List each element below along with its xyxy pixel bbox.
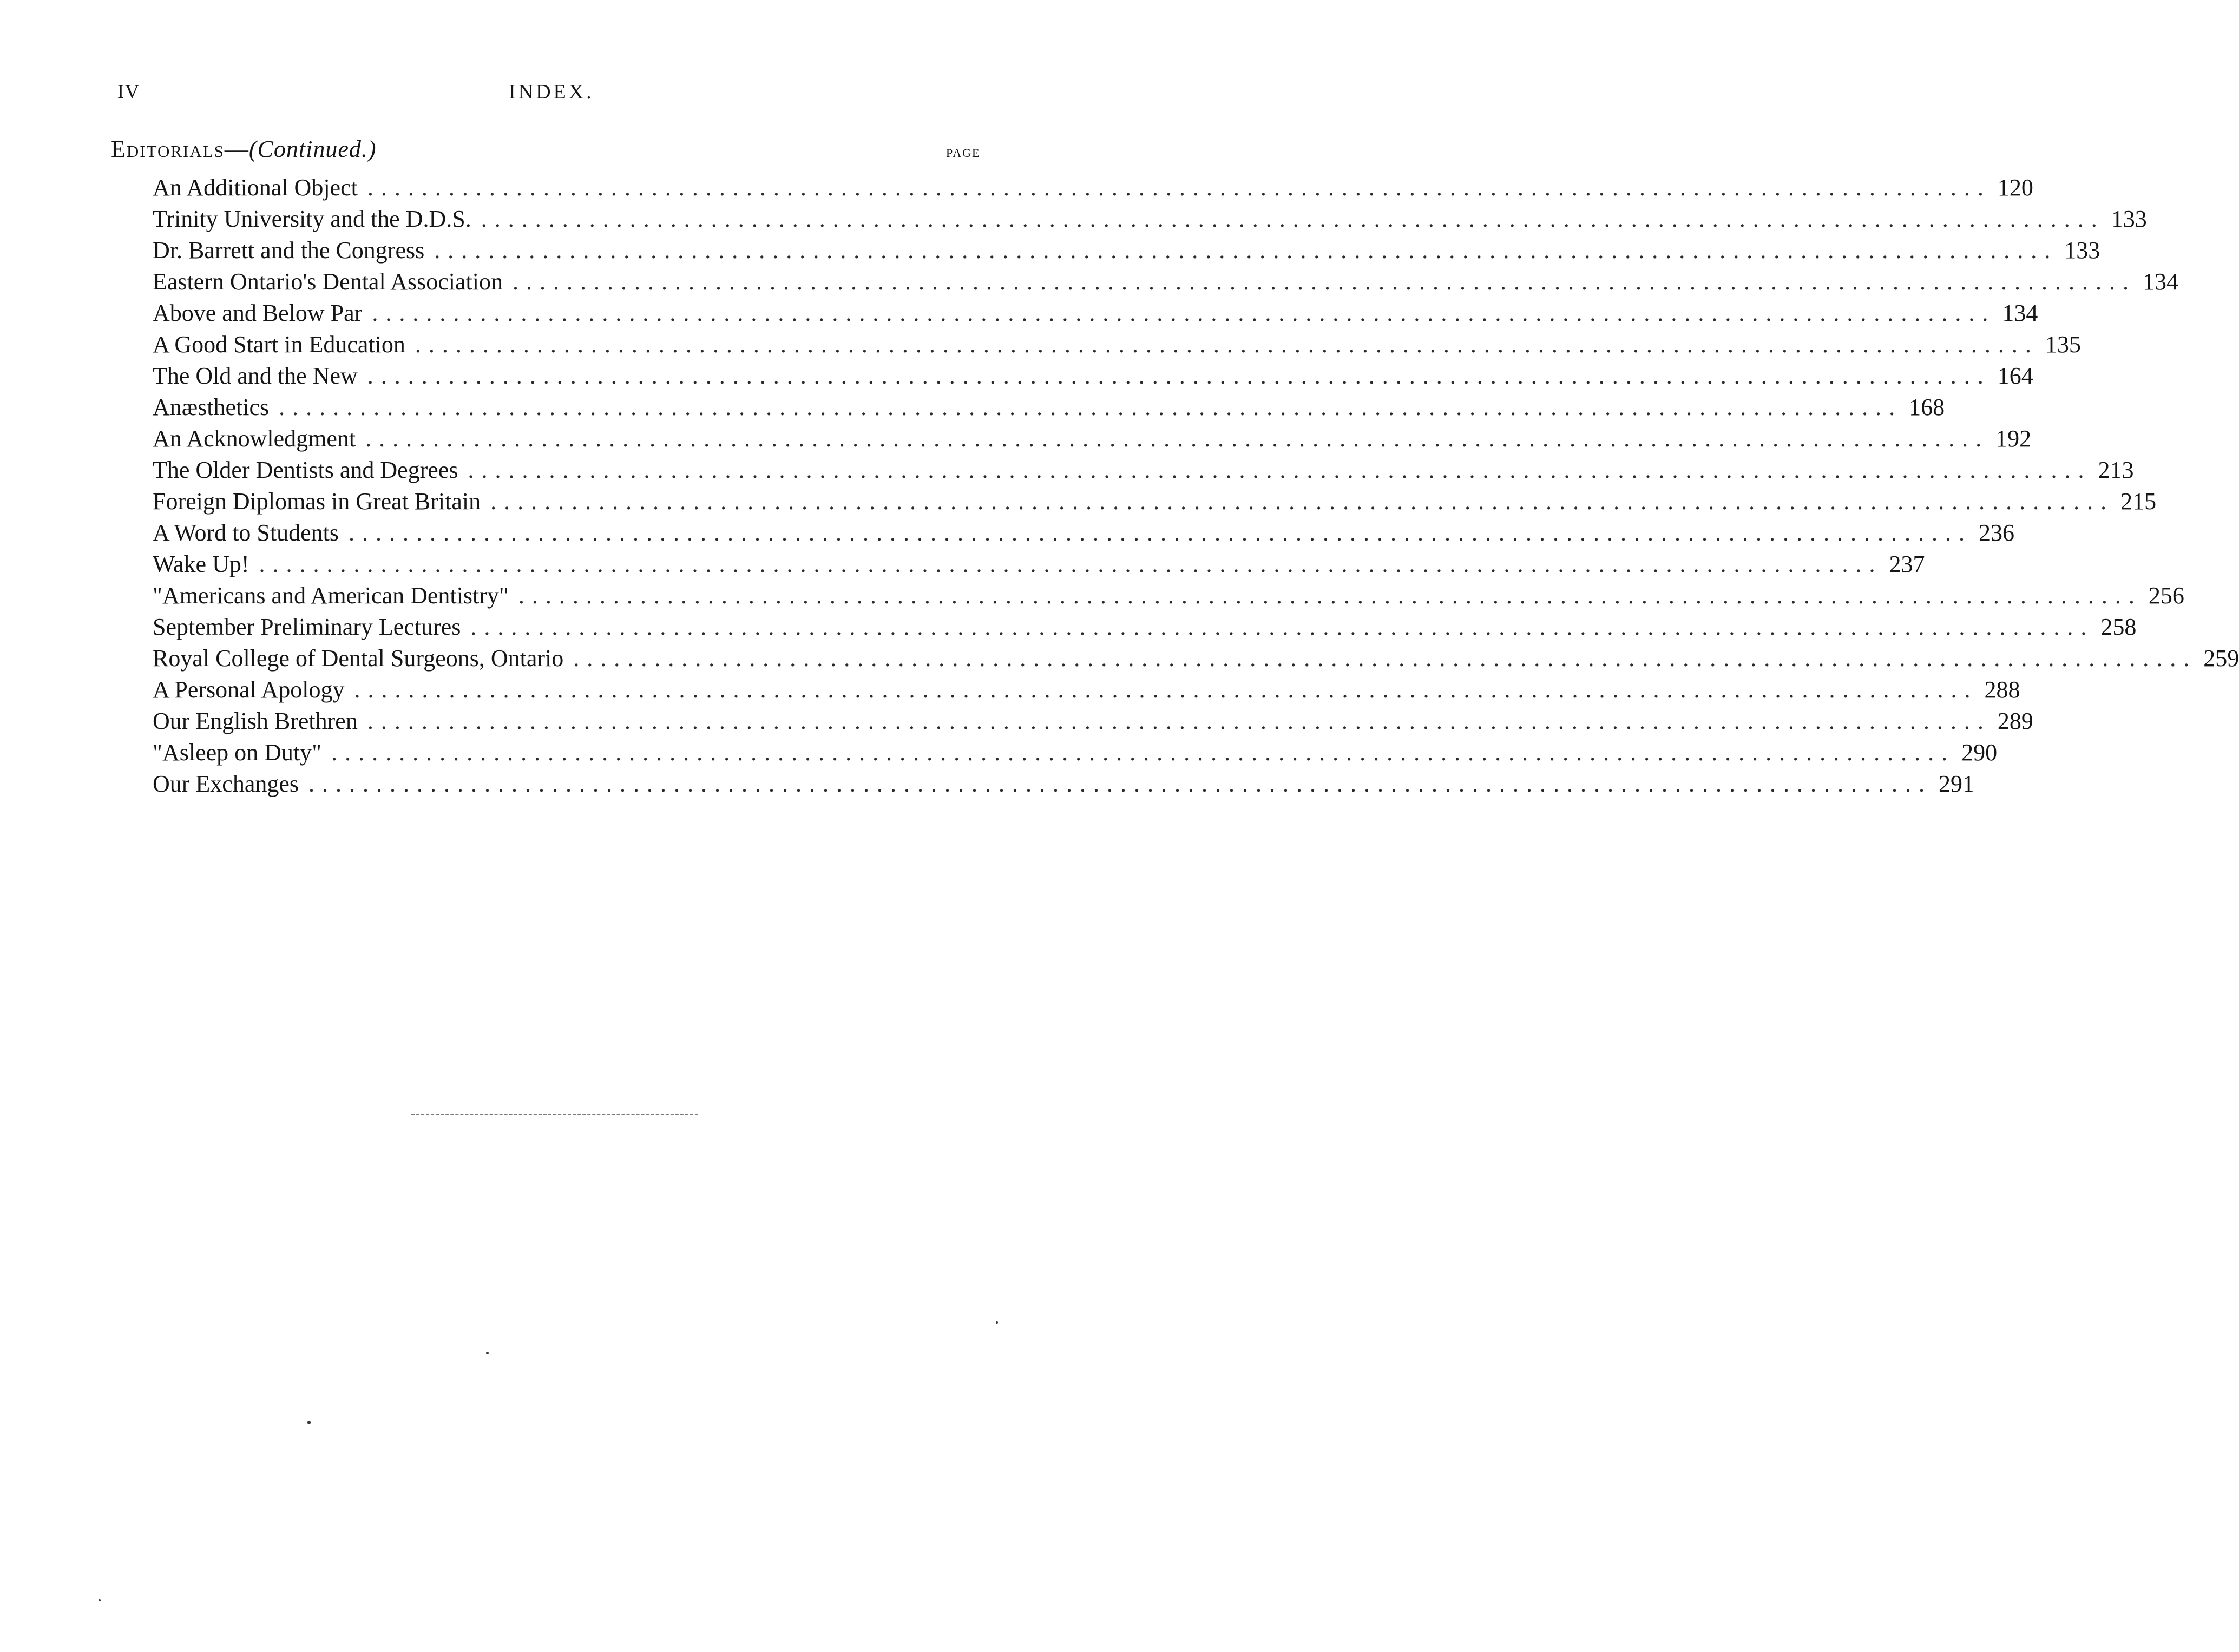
index-entry (153, 549, 1925, 580)
dot-leader: ........................................................................................................................ (367, 363, 1991, 389)
index-entry (153, 611, 2137, 643)
print-speck (486, 1352, 489, 1354)
entry-title: A Word to Students (153, 519, 339, 546)
dot-leader: ........................................................................................................................ (513, 268, 2137, 295)
entry-title: Trinity University and the D.D.S. (153, 206, 471, 232)
index-entry (153, 674, 2020, 706)
entry-title: "Asleep on Duty" (153, 739, 322, 766)
entry-title: Wake Up! (153, 551, 249, 577)
entry-title: Our English Brethren (153, 708, 358, 734)
dot-leader: ........................................................................................................................ (518, 582, 2142, 609)
entry-title: A Good Start in Education (153, 331, 405, 358)
entry-page: 258 (2100, 614, 2137, 640)
index-entry (153, 580, 2184, 611)
section-heading-label: Editorials (111, 136, 225, 162)
index-entry (153, 737, 1998, 768)
index-entry (153, 298, 2038, 329)
entry-page: 256 (2148, 582, 2184, 609)
index-entry (153, 768, 1975, 800)
entry-title: Foreign Diplomas in Great Britain (153, 488, 481, 515)
entry-page: 215 (2120, 488, 2157, 515)
entry-page: 288 (1984, 676, 2020, 703)
entry-page: 237 (1889, 551, 1925, 577)
index-entry (153, 203, 2147, 235)
entry-page: 134 (2002, 300, 2038, 326)
entry-page: 192 (1995, 425, 2032, 452)
index-entry (153, 517, 2015, 549)
entry-page: 168 (1909, 394, 1945, 420)
index-entry (153, 706, 2033, 737)
section-heading: Editorials—(Continued.) (111, 136, 377, 162)
closing-rule (411, 1114, 698, 1115)
dot-leader: ........................................................................................................................ (468, 457, 2092, 483)
entry-page: 164 (1997, 363, 2033, 389)
entry-title: Eastern Ontario's Dental Association (153, 268, 503, 295)
entry-page: 289 (1997, 708, 2033, 734)
print-speck (996, 1321, 998, 1324)
entry-title: Dr. Barrett and the Congress (153, 237, 425, 264)
entry-title: An Acknowledgment (153, 425, 356, 452)
index-entries (153, 172, 2239, 800)
entry-title: September Preliminary Lectures (153, 614, 461, 640)
index-entry (153, 235, 2100, 266)
section-continued-label: (Continued.) (248, 136, 377, 162)
index-entry (153, 392, 1945, 423)
entry-page: 213 (2098, 457, 2134, 483)
entry-title: The Old and the New (153, 363, 358, 389)
page-column-label: PAGE (946, 146, 981, 160)
dot-leader: ........................................................................................................................ (470, 614, 2094, 640)
page-title: INDEX. (509, 81, 594, 103)
index-entry (153, 329, 2081, 360)
index-entry (153, 423, 2032, 455)
dot-leader: ........................................................................................................................ (415, 331, 2039, 358)
dot-leader: ........................................................................................................................ (279, 394, 1903, 420)
dot-leader: ........................................................................................................................ (481, 206, 2105, 232)
entry-title: "Americans and American Dentistry" (153, 582, 509, 609)
dot-leader: ........................................................................................................................ (367, 174, 1991, 201)
entry-title: Royal College of Dental Surgeons, Ontario (153, 645, 564, 672)
entry-title: An Additional Object (153, 174, 358, 201)
index-entry (153, 172, 2033, 203)
page-number: IV (117, 81, 140, 102)
dot-leader: ........................................................................................................................ (573, 645, 2197, 672)
dot-leader: ........................................................................................................................ (367, 708, 1991, 734)
index-entry (153, 455, 2134, 486)
entry-page: 236 (1979, 519, 2015, 546)
dot-leader: ........................................................................................................................ (308, 771, 1933, 797)
dot-leader: ........................................................................................................................ (259, 551, 1883, 577)
dot-leader: ........................................................................................................................ (372, 300, 1996, 326)
entry-title: The Older Dentists and Degrees (153, 457, 458, 483)
entry-title: Anæsthetics (153, 394, 270, 420)
entry-title: Our Exchanges (153, 771, 299, 797)
index-entry (153, 643, 2239, 674)
dot-leader: ........................................................................................................................ (365, 425, 1990, 452)
dot-leader: ........................................................................................................................ (490, 488, 2115, 515)
entry-page: 135 (2045, 331, 2081, 358)
entry-page: 291 (1939, 771, 1975, 797)
entry-title: A Personal Apology (153, 676, 345, 703)
entry-page: 120 (1997, 174, 2033, 201)
index-entry (153, 266, 2179, 298)
entry-page: 134 (2143, 268, 2179, 295)
dot-leader: ........................................................................................................................ (349, 519, 1973, 546)
entry-title: Above and Below Par (153, 300, 363, 326)
index-entry (153, 486, 2157, 517)
dot-leader: ........................................................................................................................ (354, 676, 1978, 703)
index-entry (153, 360, 2033, 392)
entry-page: 259 (2203, 645, 2239, 672)
print-speck (99, 1599, 101, 1601)
print-speck (307, 1421, 311, 1424)
dot-leader: ........................................................................................................................ (331, 739, 1955, 766)
entry-page: 133 (2064, 237, 2100, 264)
entry-page: 133 (2111, 206, 2147, 232)
dot-leader: ........................................................................................................................ (434, 237, 2058, 264)
entry-page: 290 (1961, 739, 1998, 766)
